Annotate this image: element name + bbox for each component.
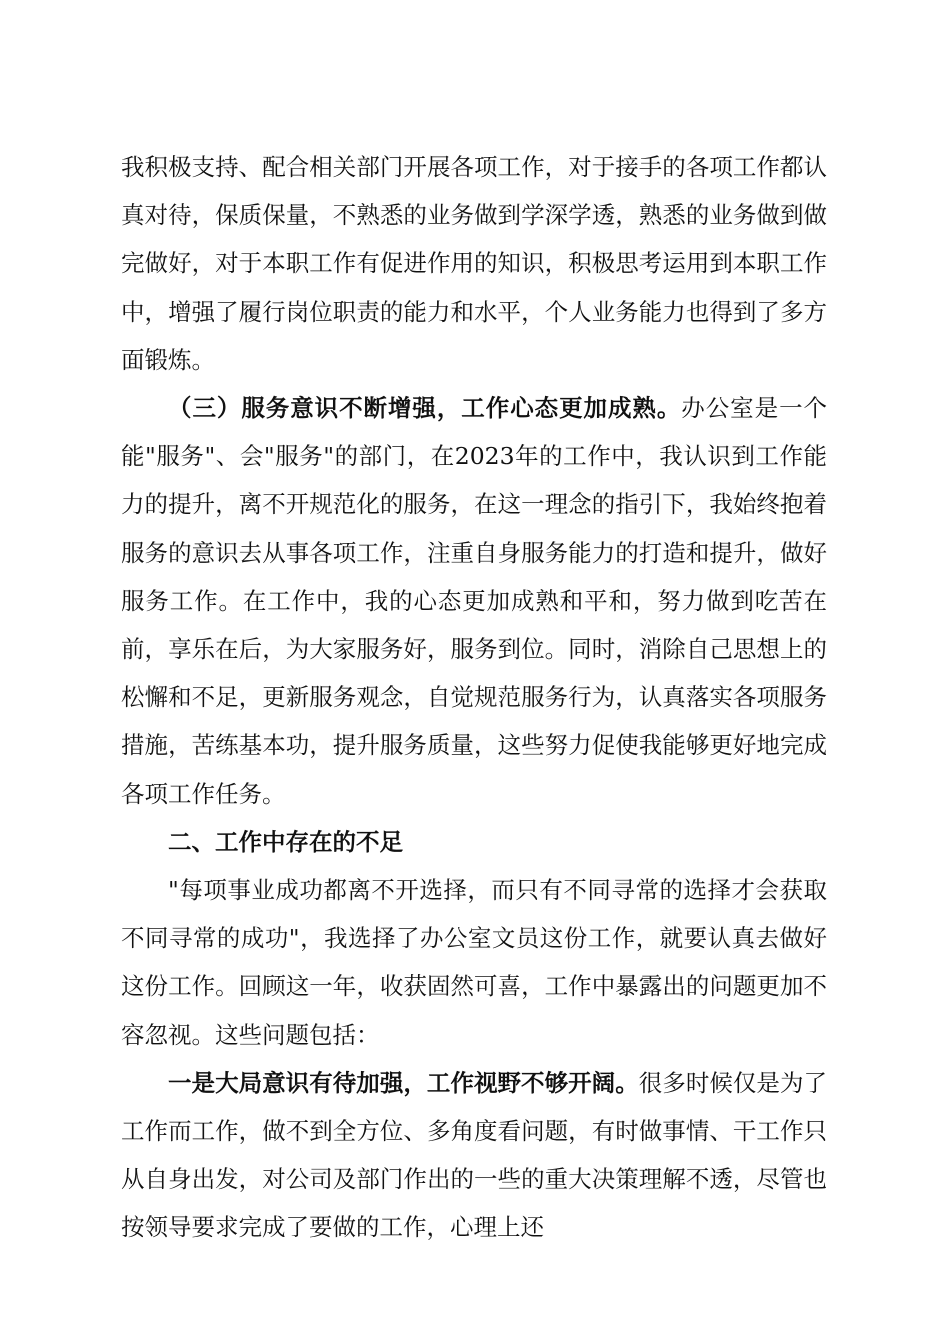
section-heading: 二、工作中存在的不足: [168, 827, 403, 856]
paragraph-lead-heading: 一是大局意识有待加强，工作视野不够开阔。: [168, 1068, 639, 1097]
paragraph-text: 很多时候仅是为了工作而工作，做不到全方位、多角度看问题，有时做事情、干工作只从自身出发，对公司及部门作出的一些的重大决策理解不透，尽管也按领导要求完成了要做的工作，心理上还: [121, 1068, 828, 1242]
paragraph-shortcoming-one: [121, 1059, 827, 1252]
paragraph-intro-shortcomings: [121, 866, 827, 1059]
paragraph-text: 我积极支持、配合相关部门开展各项工作，对于接手的各项工作都认真对待，保质保量，不熟悉的业务做到学深学透，熟悉的业务做到做完做好，对于本职工作有促进作用的知识，积极思考运用到本职工作中，增强了履行岗位职责的能力和水平，个人业务能力也得到了多方面锻炼。: [121, 153, 827, 374]
paragraph-continuation: [121, 143, 827, 384]
paragraph-text: 办公室是一个能"服务"、会"服务"的部门，在2023年的工作中，我认识到工作能力的提升，离不开规范化的服务，在这一理念的指引下，我始终抱着服务的意识去从事各项工作，注重自身服务能力的打造和提升，做好服务工作。在工作中，我的心态更加成熟和平和，努力做到吃苦在前，享乐在后，为大家服务好，服务到位。同时，消除自己思想上的松懈和不足，更新服务观念，自觉规范服务行为，认真落实各项服务措施，苦练基本功，提升服务质量，这些努力促使我能够更好地完成各项工作任务。: [121, 394, 828, 808]
paragraph-text: "每项事业成功都离不开选择，而只有不同寻常的选择才会获取不同寻常的成功"，我选择了办公室文员这份工作，就要认真去做好这份工作。回顾这一年，收获固然可喜，工作中暴露出的问题更加不容忽视。这些问题包括：: [121, 876, 827, 1049]
paragraph-service-awareness: [121, 384, 827, 818]
document-body: [121, 143, 827, 1252]
paragraph-lead-heading: （三）服务意识不断增强，工作心态更加成熟。: [168, 394, 682, 423]
